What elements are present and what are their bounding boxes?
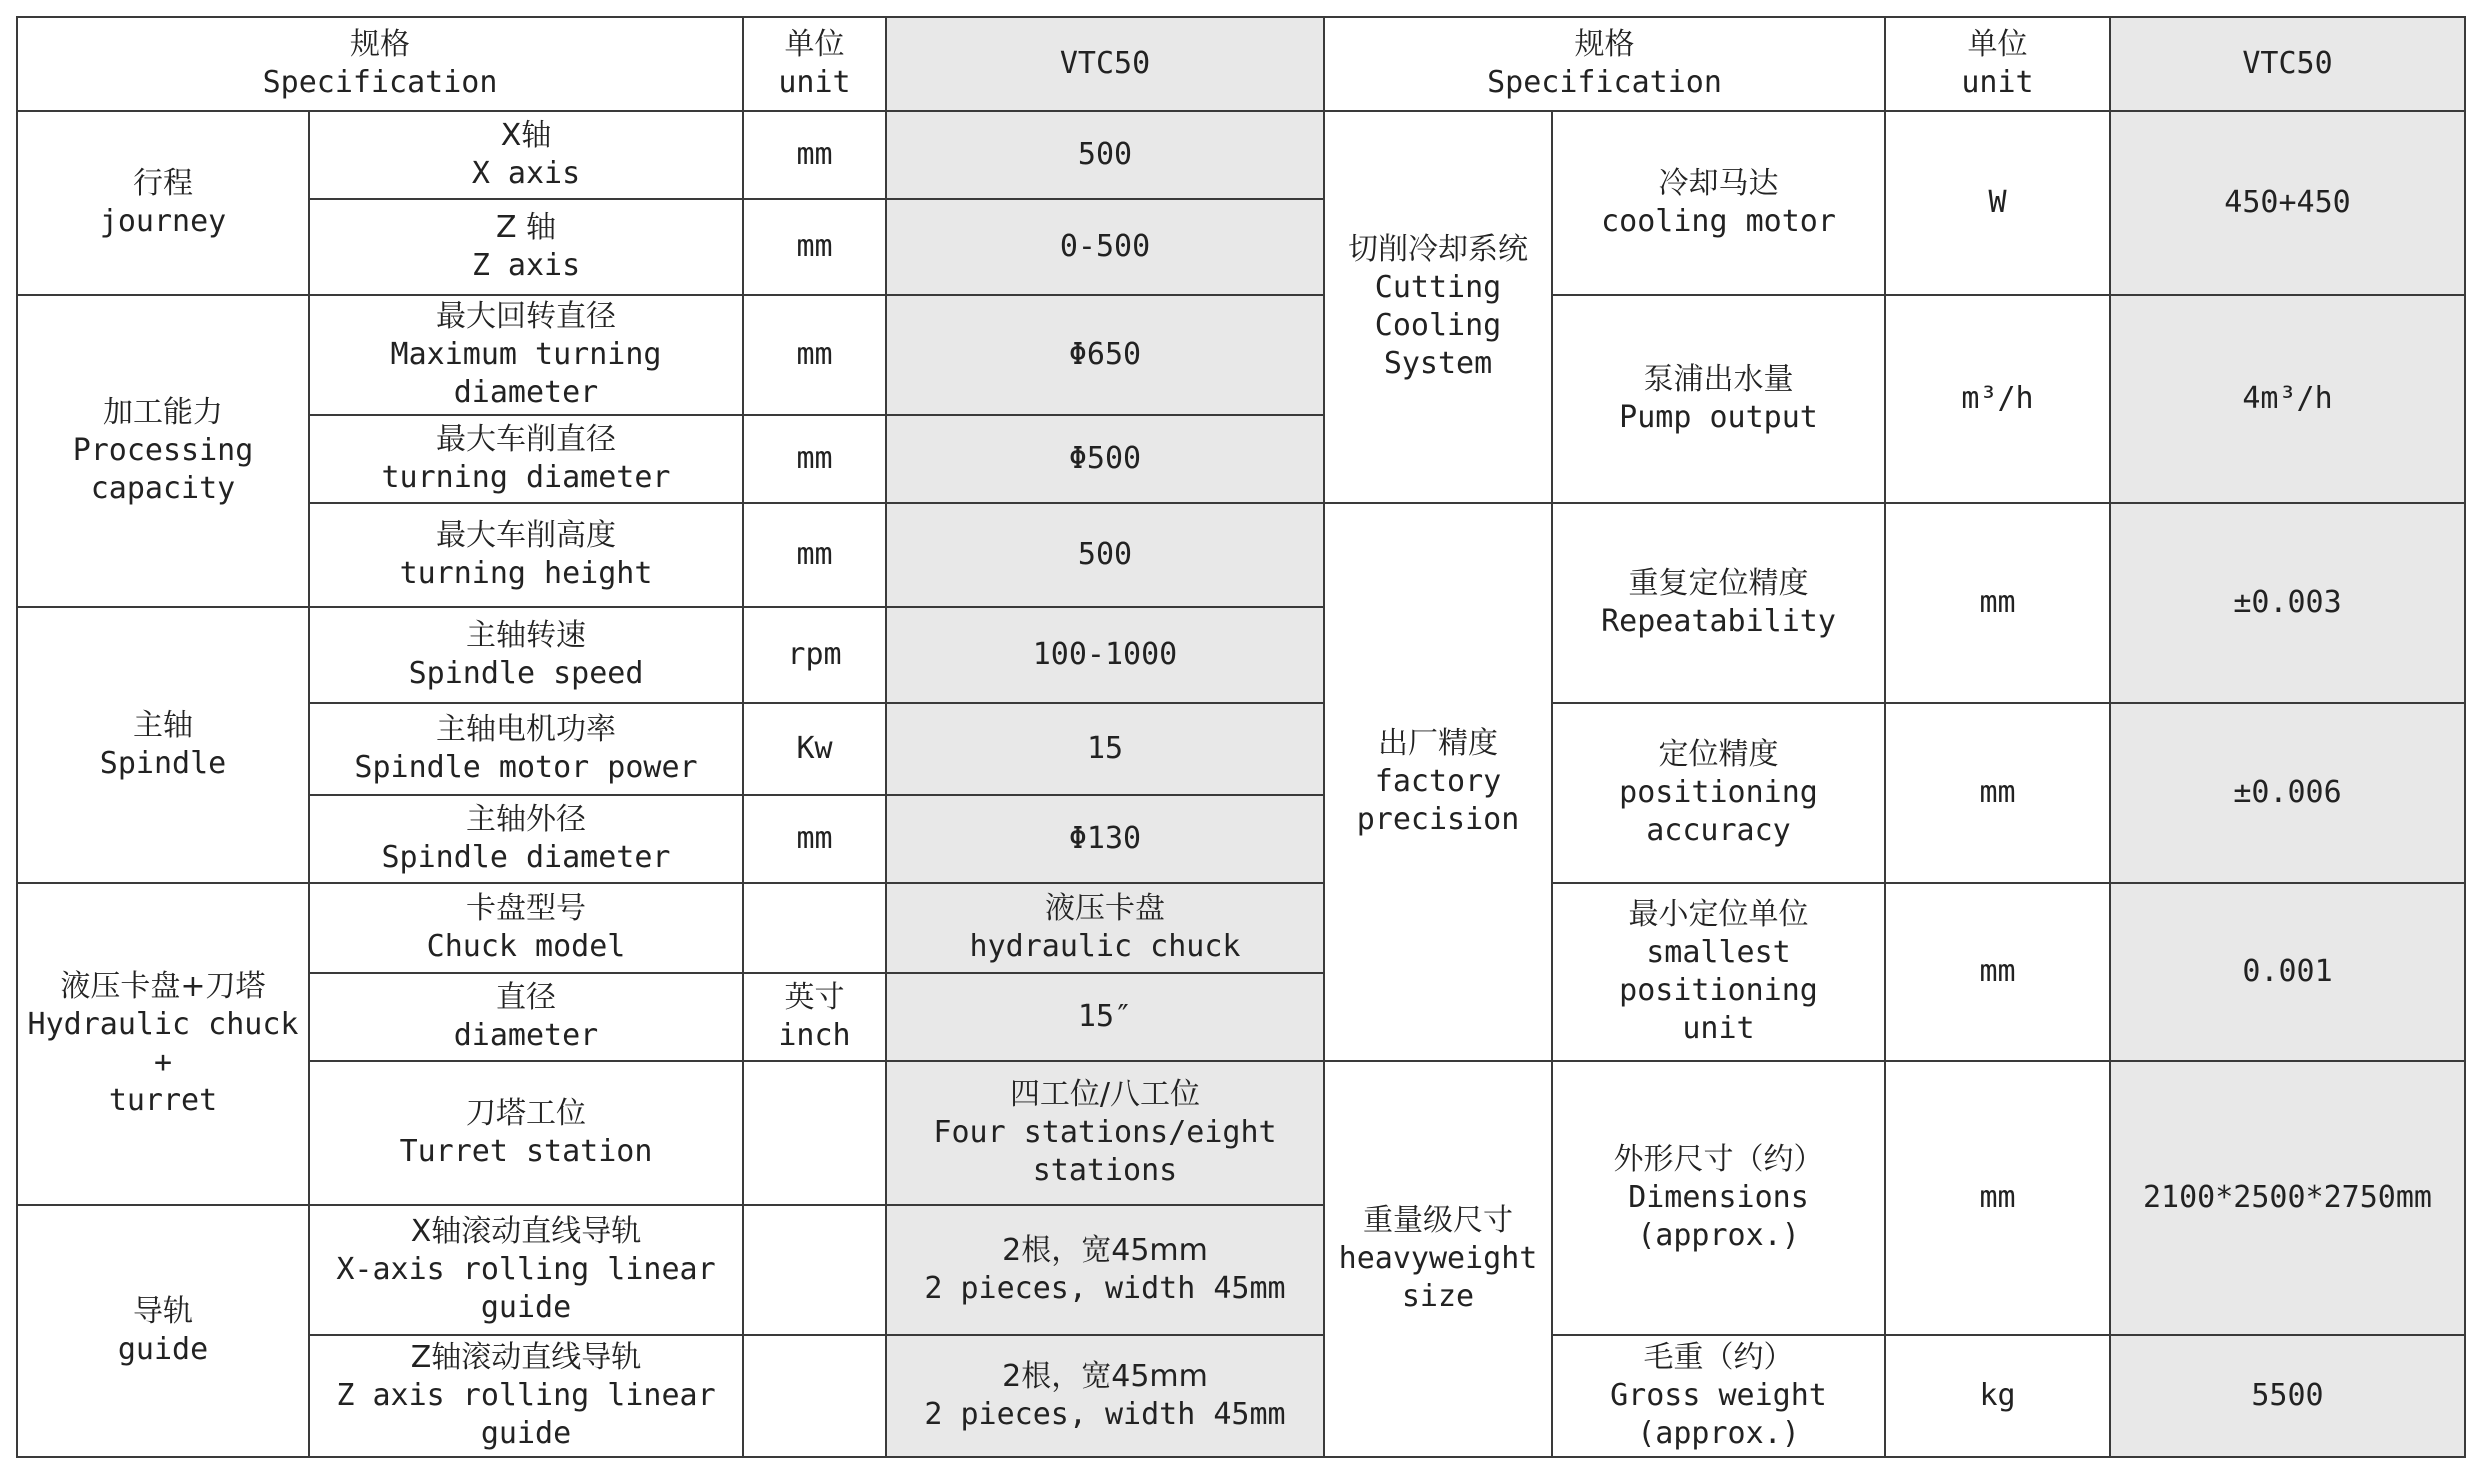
unit-chuck-model (743, 883, 886, 973)
unit-max-turning-diameter: mm (743, 295, 886, 415)
table-row (17, 503, 2465, 607)
spec-turning-diameter: 最大车削直径 turning diameter (309, 415, 743, 503)
group-spindle: 主轴 Spindle (17, 607, 309, 883)
value-smallest-positioning-unit: 0.001 (2110, 883, 2465, 1061)
value-max-turning-diameter: Φ650 (886, 295, 1324, 415)
table-row (17, 703, 2465, 795)
spec-z-axis: Z 轴 Z axis (309, 199, 743, 295)
value-spindle-motor-power: 15 (886, 703, 1324, 795)
value-gross-weight: 5500 (2110, 1335, 2465, 1457)
unit-x-axis: mm (743, 111, 886, 199)
group-precision: 出厂精度 factory precision (1324, 503, 1552, 1061)
spec-smallest-positioning-unit: 最小定位单位 smallest positioning unit (1552, 883, 1885, 1061)
group-cooling: 切削冷却系统 Cutting Cooling System (1324, 111, 1552, 503)
unit-turning-diameter: mm (743, 415, 886, 503)
unit-x-guide (743, 1205, 886, 1335)
value-cooling-motor: 450+450 (2110, 111, 2465, 295)
spec-z-guide: Z轴滚动直线导轨 Z axis rolling linear guide (309, 1335, 743, 1457)
unit-turning-height: mm (743, 503, 886, 607)
value-x-axis: 500 (886, 111, 1324, 199)
spec-spindle-speed: 主轴转速 Spindle speed (309, 607, 743, 703)
spec-spindle-diameter: 主轴外径 Spindle diameter (309, 795, 743, 883)
spec-dimensions: 外形尺寸（约） Dimensions (approx.) (1552, 1061, 1885, 1335)
unit-positioning-accuracy: mm (1885, 703, 2110, 883)
spec-cooling-motor: 冷却马达 cooling motor (1552, 111, 1885, 295)
unit-z-guide (743, 1335, 886, 1457)
spec-gross-weight: 毛重（约） Gross weight (approx.) (1552, 1335, 1885, 1457)
unit-turret-station (743, 1061, 886, 1205)
value-pump-output: 4m³/h (2110, 295, 2465, 503)
value-chuck-diameter: 15″ (886, 973, 1324, 1061)
spec-x-axis: X轴 X axis (309, 111, 743, 199)
table-row (17, 1061, 2465, 1205)
unit-spindle-motor-power: Kw (743, 703, 886, 795)
value-turning-diameter: Φ500 (886, 415, 1324, 503)
spec-max-turning-diameter: 最大回转直径 Maximum turning diameter (309, 295, 743, 415)
spec-turning-height: 最大车削高度 turning height (309, 503, 743, 607)
unit-dimensions: mm (1885, 1061, 2110, 1335)
unit-smallest-positioning-unit: mm (1885, 883, 2110, 1061)
spec-chuck-model: 卡盘型号 Chuck model (309, 883, 743, 973)
value-z-axis: 0-500 (886, 199, 1324, 295)
unit-chuck-diameter: 英寸 inch (743, 973, 886, 1061)
unit-z-axis: mm (743, 199, 886, 295)
header-row (17, 17, 2465, 111)
value-spindle-diameter: Φ130 (886, 795, 1324, 883)
header-spec-right: 规格 Specification (1324, 17, 1885, 111)
value-turret-station: 四工位/八工位 Four stations/eight stations (886, 1061, 1324, 1205)
header-spec-left: 规格 Specification (17, 17, 743, 111)
spec-spindle-motor-power: 主轴电机功率 Spindle motor power (309, 703, 743, 795)
group-processing: 加工能力 Processing capacity (17, 295, 309, 607)
group-heavyweight: 重量级尺寸 heavyweight size (1324, 1061, 1552, 1457)
value-repeatability: ±0.003 (2110, 503, 2465, 703)
unit-spindle-diameter: mm (743, 795, 886, 883)
table-row (17, 1335, 2465, 1457)
group-guide: 导轨 guide (17, 1205, 309, 1457)
group-journey: 行程 journey (17, 111, 309, 295)
table-row (17, 295, 2465, 415)
value-chuck-model: 液压卡盘 hydraulic chuck (886, 883, 1324, 973)
table-row (17, 111, 2465, 199)
spec-table (16, 16, 2466, 1458)
spec-chuck-diameter: 直径 diameter (309, 973, 743, 1061)
value-spindle-speed: 100-1000 (886, 607, 1324, 703)
unit-pump-output: m³/h (1885, 295, 2110, 503)
unit-gross-weight: kg (1885, 1335, 2110, 1457)
header-model-left: VTC50 (886, 17, 1324, 111)
group-hydraulic: 液压卡盘+刀塔 Hydraulic chuck + turret (17, 883, 309, 1205)
spec-turret-station: 刀塔工位 Turret station (309, 1061, 743, 1205)
spec-pump-output: 泵浦出水量 Pump output (1552, 295, 1885, 503)
header-unit-right: 单位 unit (1885, 17, 2110, 111)
spec-x-guide: X轴滚动直线导轨 X-axis rolling linear guide (309, 1205, 743, 1335)
unit-spindle-speed: rpm (743, 607, 886, 703)
unit-cooling-motor: W (1885, 111, 2110, 295)
table-row (17, 883, 2465, 973)
value-x-guide: 2根，宽45mm 2 pieces, width 45mm (886, 1205, 1324, 1335)
spec-repeatability: 重复定位精度 Repeatability (1552, 503, 1885, 703)
spec-sheet (16, 16, 2464, 1456)
value-dimensions: 2100*2500*2750mm (2110, 1061, 2465, 1335)
unit-repeatability: mm (1885, 503, 2110, 703)
value-positioning-accuracy: ±0.006 (2110, 703, 2465, 883)
header-model-right: VTC50 (2110, 17, 2465, 111)
spec-positioning-accuracy: 定位精度 positioning accuracy (1552, 703, 1885, 883)
header-unit-left: 单位 unit (743, 17, 886, 111)
value-turning-height: 500 (886, 503, 1324, 607)
value-z-guide: 2根，宽45mm 2 pieces, width 45mm (886, 1335, 1324, 1457)
